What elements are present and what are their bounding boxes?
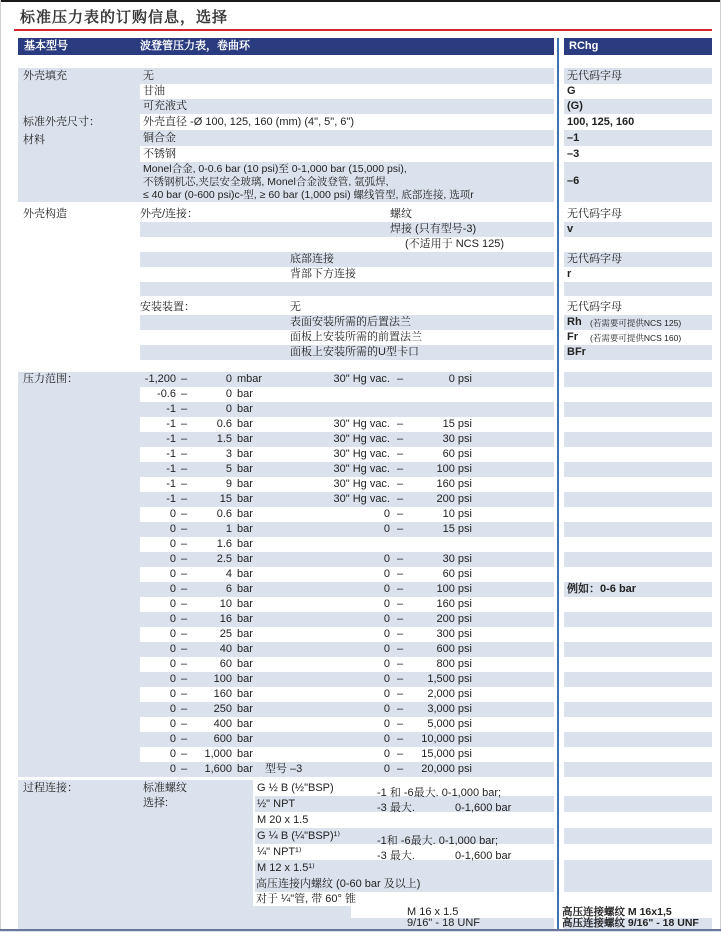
section-label: 材料 — [23, 134, 45, 146]
psi-from: 0 — [383, 763, 390, 775]
range-from: -1,200 — [144, 373, 176, 385]
range-from: 0 — [169, 523, 176, 535]
section-label: 外壳填充 — [23, 70, 67, 82]
sub-label: 标准螺纹 — [143, 782, 187, 794]
range-from: 0 — [169, 658, 176, 670]
range-to: 1 — [225, 523, 232, 535]
row-band — [564, 612, 712, 627]
code-value: –1 — [567, 132, 580, 144]
range-unit: bar — [237, 628, 253, 640]
range-to: 600 — [213, 733, 232, 745]
range-unit: bar — [237, 643, 253, 655]
psi-to: 15,000 psi — [421, 748, 472, 760]
code-value: Fr — [567, 331, 578, 343]
header-code-column: RChg — [569, 40, 599, 52]
range-dash: – — [181, 418, 188, 430]
code-value: 无代码字母 — [567, 301, 622, 313]
range-unit: bar — [237, 703, 253, 715]
code-value: BFr — [567, 346, 586, 358]
option-text: 无 — [290, 301, 301, 313]
section-label: 过程连接： — [23, 782, 78, 794]
thread-option: G ¼ B (¼"BSP)¹⁾ — [257, 830, 341, 842]
option-text: 螺纹 — [390, 208, 412, 220]
psi-to: 15 psi — [442, 523, 472, 535]
psi-to: 100 psi — [436, 583, 472, 595]
psi-from: 0 — [383, 643, 390, 655]
range-unit: bar — [237, 388, 253, 400]
row-band — [564, 222, 712, 237]
psi-dash: – — [397, 508, 404, 520]
thread-note: -1 和 -6最大. 0-1,000 bar; — [377, 787, 502, 799]
psi-dash: – — [397, 523, 404, 535]
psi-dash: – — [397, 718, 404, 730]
psi-from: 0 — [383, 508, 390, 520]
range-unit: bar — [237, 613, 253, 625]
range-from: 0 — [169, 688, 176, 700]
range-dash: – — [181, 718, 188, 730]
option-text: 面板上安装所需的U型卡口 — [290, 346, 419, 358]
code-value: r — [567, 268, 572, 280]
psi-from: 30" Hg vac. — [333, 448, 390, 460]
range-unit: bar — [237, 493, 253, 505]
range-to: 16 — [219, 613, 232, 625]
psi-from: 30" Hg vac. — [333, 463, 390, 475]
range-to: 400 — [213, 718, 232, 730]
range-from: -1 — [166, 493, 176, 505]
psi-dash: – — [397, 568, 404, 580]
psi-dash: – — [397, 673, 404, 685]
range-unit: bar — [237, 568, 253, 580]
code-value: 无代码字母 — [567, 208, 622, 220]
row-band — [564, 828, 712, 844]
range-to: 3 — [225, 448, 232, 460]
range-from: 0 — [169, 613, 176, 625]
range-dash: – — [181, 538, 188, 550]
option-text: 不锈钢机芯,夹层安全玻璃, Monel合金波登管, 氩弧焊, — [143, 176, 389, 188]
range-dash: – — [181, 493, 188, 505]
psi-to: 0 psi — [448, 373, 472, 385]
psi-dash: – — [397, 553, 404, 565]
table-header-left — [18, 38, 554, 55]
option-text: 甘油 — [143, 85, 165, 97]
row-band — [564, 162, 712, 202]
range-unit: bar — [237, 523, 253, 535]
psi-from: 30" Hg vac. — [333, 373, 390, 385]
range-unit: bar — [237, 478, 253, 490]
code-note: (若需要可提供NCS 125) — [590, 318, 682, 328]
psi-dash: – — [397, 628, 404, 640]
psi-dash: – — [397, 658, 404, 670]
option-text: 不锈钢 — [143, 148, 176, 160]
psi-dash: – — [397, 583, 404, 595]
range-dash: – — [181, 673, 188, 685]
range-to: 40 — [219, 643, 232, 655]
code-value: (G) — [567, 100, 583, 112]
range-unit: bar — [237, 508, 253, 520]
range-unit: bar — [237, 463, 253, 475]
psi-from: 0 — [383, 628, 390, 640]
row-band — [564, 345, 712, 360]
row-band — [140, 99, 554, 114]
psi-from: 0 — [383, 613, 390, 625]
range-to: 250 — [213, 703, 232, 715]
psi-from: 0 — [383, 658, 390, 670]
range-from: 0 — [169, 763, 176, 775]
psi-to: 2,000 psi — [427, 688, 472, 700]
psi-to: 300 psi — [436, 628, 472, 640]
range-to: 0 — [225, 403, 232, 415]
psi-to: 15 psi — [442, 418, 472, 430]
range-unit: bar — [237, 763, 253, 775]
range-unit: bar — [237, 418, 253, 430]
range-unit: bar — [237, 538, 253, 550]
hp-header: 对于 ¼"管, 带 60° 锥 — [256, 893, 356, 905]
range-unit: bar — [237, 403, 253, 415]
psi-dash: – — [397, 598, 404, 610]
range-to: 15 — [219, 493, 232, 505]
option-text: 表面安装所需的后置法兰 — [290, 316, 411, 328]
psi-from: 0 — [383, 703, 390, 715]
psi-to: 5,000 psi — [427, 718, 472, 730]
range-to: 9 — [225, 478, 232, 490]
code-value: –6 — [567, 175, 580, 187]
psi-from: 0 — [383, 688, 390, 700]
model-note: 型号 –3 — [265, 763, 303, 775]
psi-to: 160 psi — [436, 478, 472, 490]
option-text: 焊接 (只有型号-3) — [390, 223, 477, 235]
psi-dash: – — [397, 748, 404, 760]
label-panel — [18, 372, 140, 777]
range-to: 0 — [225, 388, 232, 400]
row-band — [564, 762, 712, 777]
psi-dash: – — [397, 373, 404, 385]
code-value: 无代码字母 — [567, 253, 622, 265]
range-to: 160 — [213, 688, 232, 700]
row-band — [564, 672, 712, 687]
section-label: 外壳构造 — [23, 208, 67, 220]
range-dash: – — [181, 478, 188, 490]
psi-to: 100 psi — [436, 463, 472, 475]
range-unit: bar — [237, 733, 253, 745]
thread-option: M 12 x 1.5¹⁾ — [257, 862, 315, 874]
range-to: 4 — [225, 568, 232, 580]
psi-to: 800 psi — [436, 658, 472, 670]
thread-option: ½" NPT — [257, 798, 296, 810]
range-dash: – — [181, 598, 188, 610]
thread-option: ¼" NPT¹⁾ — [257, 846, 302, 858]
psi-dash: – — [397, 478, 404, 490]
psi-to: 10 psi — [442, 508, 472, 520]
row-band — [564, 492, 712, 507]
row-band — [564, 552, 712, 567]
sub-label: 选择: — [143, 797, 169, 809]
row-band — [564, 702, 712, 717]
thread-note: -3 最大. — [377, 802, 415, 814]
row-band — [564, 402, 712, 417]
row-band — [564, 99, 712, 114]
psi-dash: – — [397, 493, 404, 505]
psi-to: 20,000 psi — [421, 763, 472, 775]
thread-option: M 20 x 1.5 — [257, 814, 309, 826]
hp-code: 高压连接螺纹 9/16" - 18 UNF — [562, 917, 699, 929]
range-dash: – — [181, 583, 188, 595]
code-note: (若需要可提供NCS 160) — [590, 333, 682, 343]
range-from: 0 — [169, 508, 176, 520]
psi-from: 0 — [383, 568, 390, 580]
range-to: 100 — [213, 673, 232, 685]
range-to: 1.6 — [216, 538, 232, 550]
header-product: 波登管压力表，卷曲环 — [140, 40, 250, 52]
range-to: 0.6 — [216, 418, 232, 430]
psi-from: 0 — [383, 673, 390, 685]
range-unit: bar — [237, 748, 253, 760]
range-dash: – — [181, 613, 188, 625]
range-from: -1 — [166, 403, 176, 415]
range-dash: – — [181, 643, 188, 655]
hp-header: 高压连接内螺纹 (0-60 bar 及以上) — [256, 878, 421, 890]
range-from: 0 — [169, 733, 176, 745]
range-unit: bar — [237, 673, 253, 685]
option-text: 无 — [143, 70, 154, 82]
row-band — [564, 642, 712, 657]
psi-dash: – — [397, 688, 404, 700]
option-text: 可充液式 — [143, 100, 187, 112]
range-unit: bar — [237, 553, 253, 565]
range-from: -0.6 — [157, 388, 176, 400]
range-dash: – — [181, 388, 188, 400]
range-from: 0 — [169, 673, 176, 685]
psi-from: 30" Hg vac. — [333, 493, 390, 505]
range-dash: – — [181, 703, 188, 715]
psi-from: 30" Hg vac. — [333, 478, 390, 490]
sub-label: 外壳/连接： — [140, 208, 199, 220]
option-text: 背部下方连接 — [290, 268, 356, 280]
row-band — [140, 130, 554, 146]
range-unit: bar — [237, 583, 253, 595]
option-text: 铜合金 — [143, 132, 176, 144]
option-text: 面板上安装所需的前置法兰 — [290, 331, 422, 343]
psi-from: 30" Hg vac. — [333, 433, 390, 445]
range-to: 5 — [225, 463, 232, 475]
psi-from: 30" Hg vac. — [333, 418, 390, 430]
range-from: 0 — [169, 703, 176, 715]
option-text: ≤ 40 bar (0-600 psi)c-型, ≥ 60 bar (1,000 psi) 螺线管型, 底部连接, 选项r — [143, 189, 474, 201]
range-dash: – — [181, 688, 188, 700]
row-band — [564, 432, 712, 447]
range-dash: – — [181, 628, 188, 640]
code-value: –3 — [567, 148, 580, 160]
psi-from: 0 — [383, 598, 390, 610]
psi-from: 0 — [383, 718, 390, 730]
psi-dash: – — [397, 613, 404, 625]
psi-dash: – — [397, 463, 404, 475]
psi-to: 3,000 psi — [427, 703, 472, 715]
range-dash: – — [181, 508, 188, 520]
thread-note: -1和 -6最大. 0-1,000 bar; — [377, 835, 499, 847]
range-from: 0 — [169, 598, 176, 610]
range-unit: mbar — [237, 373, 263, 385]
psi-to: 160 psi — [436, 598, 472, 610]
row-band — [564, 462, 712, 477]
row-band — [140, 252, 554, 267]
range-to: 1,600 — [204, 763, 232, 775]
range-dash: – — [181, 748, 188, 760]
psi-from: 0 — [383, 553, 390, 565]
range-dash: – — [181, 553, 188, 565]
thread-note: 0-1,600 bar — [455, 850, 512, 862]
range-unit: bar — [237, 688, 253, 700]
range-dash: – — [181, 403, 188, 415]
row-band — [140, 68, 554, 84]
range-dash: – — [181, 463, 188, 475]
title-rule — [14, 29, 712, 31]
range-dash: – — [181, 523, 188, 535]
range-to: 1,000 — [204, 748, 232, 760]
psi-to: 60 psi — [442, 448, 472, 460]
range-from: 0 — [169, 553, 176, 565]
code-value: G — [567, 85, 576, 97]
range-to: 10 — [219, 598, 232, 610]
header-basic-model: 基本型号 — [24, 40, 68, 52]
code-value: 无代码字母 — [567, 70, 622, 82]
thread-option: G ½ B (½"BSP) — [257, 782, 334, 794]
option-text: 底部连接 — [290, 253, 334, 265]
psi-from: 0 — [383, 583, 390, 595]
range-from: 0 — [169, 538, 176, 550]
psi-to: 10,000 psi — [421, 733, 472, 745]
row-band — [564, 282, 712, 296]
range-dash: – — [181, 733, 188, 745]
sub-panel — [253, 906, 351, 929]
psi-to: 200 psi — [436, 613, 472, 625]
top-border — [0, 0, 721, 2]
psi-dash: – — [397, 418, 404, 430]
range-dash: – — [181, 433, 188, 445]
range-unit: bar — [237, 718, 253, 730]
example-note: 例如：0-6 bar — [567, 583, 637, 595]
range-unit: bar — [237, 433, 253, 445]
range-to: 0.6 — [216, 508, 232, 520]
thread-note: -3 最大. — [377, 850, 415, 862]
option-text: 外壳直径 -Ø 100, 125, 160 (mm) (4", 5", 6") — [143, 116, 354, 128]
row-band — [140, 222, 554, 237]
hp-thread: M 16 x 1.5 — [407, 906, 459, 918]
section-label: 压力范围： — [23, 373, 78, 385]
hp-thread: 9/16" - 18 UNF — [407, 917, 480, 929]
range-unit: bar — [237, 448, 253, 460]
option-text: Monel合金, 0-0.6 bar (10 psi)至 0-1,000 bar (15,000 psi), — [143, 163, 407, 175]
range-to: 25 — [219, 628, 232, 640]
psi-to: 60 psi — [442, 568, 472, 580]
psi-dash: – — [397, 448, 404, 460]
range-from: 0 — [169, 718, 176, 730]
range-to: 0 — [225, 373, 232, 385]
psi-from: 0 — [383, 748, 390, 760]
row-band — [564, 876, 712, 892]
hp-code: 高压连接螺纹 M 16x1,5 — [562, 906, 672, 918]
range-dash: – — [181, 373, 188, 385]
range-from: 0 — [169, 628, 176, 640]
page-title: 标准压力表的订购信息，选择 — [20, 9, 229, 26]
table-header-right — [564, 38, 712, 55]
label-panel — [18, 780, 140, 929]
psi-to: 30 psi — [442, 553, 472, 565]
range-to: 60 — [219, 658, 232, 670]
row-band — [140, 282, 554, 296]
psi-from: 0 — [383, 733, 390, 745]
range-from: 0 — [169, 643, 176, 655]
range-from: 0 — [169, 583, 176, 595]
row-band — [564, 522, 712, 537]
psi-dash: – — [397, 763, 404, 775]
psi-to: 200 psi — [436, 493, 472, 505]
range-dash: – — [181, 763, 188, 775]
psi-dash: – — [397, 643, 404, 655]
range-from: -1 — [166, 463, 176, 475]
row-band — [564, 732, 712, 747]
range-to: 1.5 — [216, 433, 232, 445]
code-column-divider — [557, 38, 559, 929]
range-dash: – — [181, 568, 188, 580]
section-label: 标准外壳尺寸： — [23, 116, 100, 128]
range-from: -1 — [166, 448, 176, 460]
psi-from: 0 — [383, 523, 390, 535]
range-dash: – — [181, 658, 188, 670]
psi-to: 30 psi — [442, 433, 472, 445]
option-text: (不适用于 NCS 125) — [405, 238, 505, 250]
psi-dash: – — [397, 433, 404, 445]
code-value: Rh — [567, 316, 582, 328]
range-from: 0 — [169, 748, 176, 760]
range-unit: bar — [237, 658, 253, 670]
left-border — [0, 0, 1, 932]
row-band — [564, 796, 712, 812]
sub-label: 安装装置： — [140, 301, 195, 313]
range-dash: – — [181, 448, 188, 460]
range-to: 6 — [225, 583, 232, 595]
thread-note: 0-1,600 bar — [455, 802, 512, 814]
row-band — [564, 372, 712, 387]
code-value: 100, 125, 160 — [567, 116, 635, 128]
range-from: -1 — [166, 433, 176, 445]
row-band — [564, 130, 712, 146]
row-band — [564, 860, 712, 876]
code-value: v — [567, 223, 574, 235]
psi-to: 1,500 psi — [427, 673, 472, 685]
range-from: -1 — [166, 418, 176, 430]
psi-dash: – — [397, 733, 404, 745]
psi-to: 600 psi — [436, 643, 472, 655]
range-from: 0 — [169, 568, 176, 580]
psi-dash: – — [397, 703, 404, 715]
range-to: 2.5 — [216, 553, 232, 565]
range-unit: bar — [237, 598, 253, 610]
range-from: -1 — [166, 478, 176, 490]
